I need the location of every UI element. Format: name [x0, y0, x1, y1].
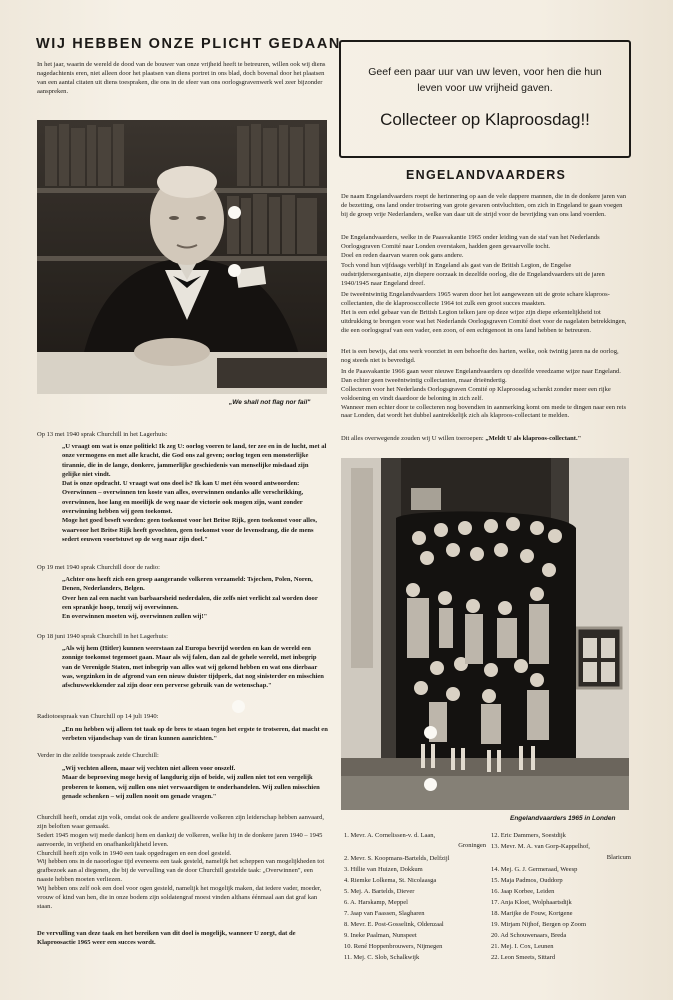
intro-paragraph: In het jaar, waarin de wereld de dood van de bouwer van onze vrijheid heeft te betreuren, willen ook wij diens nagedachtenis eren, niet alleen door het plaatsen van diens portret in ons blad, doch bovenal door het plaatsen van een aantal citaten uit diens toespraken, die ons in de sfeer van ons oorlogsgravenwerk wel zeer bijzonder aanspreken. — [37, 61, 326, 95]
para-7-text: Dit alles overwegende zouden wij U willen toeroepen: — [341, 435, 484, 442]
list-item: 21. Mej. I. Cox, Leunen — [491, 943, 554, 950]
section-intro-13-mei: Op 13 mei 1940 sprak Churchill in het Lagerhuis: — [37, 431, 168, 438]
list-item: 2. Mevr. S. Koopmans-Bartelds, Delfzijl — [344, 855, 450, 862]
engelandvaarders-para-3: Toch vond hun vijfdaags verblijf in Engeland als gast van de British Legion, de Engelse oudstrijdersorganisatie, zijn diepere oorzaak in dezelfde oorlog, die de Engelandvaarders uit de jaren 1940/1945 naar Engeland dreef. — [341, 262, 605, 287]
names-list-right — [491, 832, 631, 961]
list-item: 22. Leon Smeets, Sittard — [491, 954, 556, 961]
ad-line-2: leven voor uw vrijheid gaven. — [417, 82, 553, 95]
section-heading: ENGELANDVAARDERS — [406, 168, 567, 182]
engelandvaarders-para-6: In de Paasvakantie 1966 gaan weer nieuwe Engelandvaarders op dezelfde vreedzame wijze naar Engeland. Dan echter geen tweeëntwintig collectanten, maar drieëndertig. Collecteren voor het Nederlands Oorlogsgraven Comité op Klaproosdag schenkt zonder meer een rijke voldoening en vindt daardoor de beloning in zich zelf. Wanneer men echter door te collecteren nog bovendien in aanmerking komt om mede te dingen naar een reis naar Londen, dat wordt het dubbel aantrekkelijk zich als klaproos-collectant te melden. — [341, 368, 627, 420]
section-intro-14-juli: Radiotoespraak van Churchill op 14 juli 1940: — [37, 713, 159, 720]
list-item: 9. Ineke Paalman, Nunspeet — [344, 932, 417, 939]
ad-line-1: Geef een paar uur van uw leven, voor hen die hun — [368, 66, 602, 78]
list-item: 1. Mevr. A. Cornelissen-v. d. Laan, — [344, 832, 436, 839]
punch-hole — [424, 778, 437, 791]
section-intro-verder: Verder in die zelfde toespraak zeide Churchill: — [37, 752, 159, 759]
list-item: 13. Mevr. M. A. van Gorp-Kappelhof, — [491, 843, 590, 850]
list-item: 6. A. Harskamp, Meppel — [344, 899, 408, 906]
list-item: 14. Mej. G. J. Germeraad, Weesp — [491, 866, 578, 873]
engelandvaarders-para-2: De Engelandvaarders, welke in de Paasvakantie 1965 onder leiding van de staf van het Nederlands Oorlogsgraven Comité naar Londen overstaken, hadden geen gevaarvolle tocht. Doel en reden daarvan waren ook gans andere. — [341, 234, 600, 259]
portrait-caption: „We shall not flag nor fail" — [229, 399, 311, 406]
list-item: 10. René Hoppenbrouwers, Nijmegen — [344, 943, 443, 950]
page-title: WIJ HEBBEN ONZE PLICHT GEDAAN — [36, 36, 341, 52]
klaproosdag-ad-box — [339, 40, 631, 158]
list-item: 17. Anja Kloet, Wolphaartsdijk — [491, 899, 572, 906]
section-intro-18-juni: Op 18 juni 1940 sprak Churchill in het Lagerhuis: — [37, 633, 168, 640]
portrait-illustration — [37, 120, 327, 394]
list-item: Groningen — [458, 842, 486, 849]
engelandvaarders-para-4: De tweeëntwintig Engelandvaarders 1965 waren door het lot aangewezen uit de grote schare klaproos-collectanten, die de klaproosccollecte 1964 tot zulk een groot succes maakten. Het is een edel gebaar van de British Legion telken jare op deze wijze zijn diepe erkentelijkheid tot uitdrukking te brengen voor wat het Nederlands Oorlogsgraven Comité doet voor de nagelaten betrekkingen, die een oorlogsgraf van een vader, een zoon, of een echtgenoot in ons land hebben te betreuren. — [341, 291, 627, 334]
list-item: 3. Hillie van Huizen, Dokkum — [344, 866, 423, 873]
para-7-bold: „Meldt U als klaproos-collectant." — [485, 435, 582, 442]
list-item: 16. Jaap Korbee, Leiden — [491, 888, 555, 895]
list-item: 19. Mirjam Nijhof, Bergen op Zoom — [491, 921, 587, 928]
engelandvaarders-para-7 — [341, 435, 629, 444]
punch-hole — [228, 206, 241, 219]
engelandvaarders-para-5: Het is een bewijs, dat ons werk voorziet in een behoefte des harten, welke, ook twintig jaren na de oorlog, nog steeds niet is bevredigd. — [341, 348, 619, 364]
names-list-left — [344, 832, 486, 961]
quote-14-juli: „En nu hebben wij alleen tot taak op de bres te staan tegen het ergste te trotseren, dat macht en verbeten vijandschap van de tiran kunnen aanrichten." — [62, 726, 328, 743]
quote-13-mei: „U vraagt om wat is onze politiek! Ik zeg U: oorlog voeren te land, ter zee en in de lucht, met al onze vermogens en met alle kracht, die God ons zal geven; oorlog tegen een monsterlijke tirannie, die in de lange, donkere, jammerlijke geschiedenis van menselijke misdaad zijn gelijke niet vindt. Dat is onze opdracht. U vraagt wat ons doel is? Ik kan U met één woord antwoorden: Overwinnen – overwinnen ten koste van alles, overwinnen ondanks alle verschrikking, overwinnen, hoe lang en moeilijk de weg naar de victorie ook mogen zijn, want zonder overwinning hebben wij geen toekomst. Moge het goed beseft worden: geen toekomst voor het Britse Rijk, geen toekomst voor alles, waarvoor het Britse Rijk heeft gevochten, geen toekomst voor de levensdrang, die de mens sedert eeuwen voortstuwt op de weg naar zijn doel." — [62, 443, 327, 543]
group-photo-caption: Engelandvaarders 1965 in Londen — [510, 815, 616, 822]
punch-hole — [424, 726, 437, 739]
ad-call-to-action: Collecteer op Klaproosdag!! — [380, 109, 590, 129]
churchill-portrait — [37, 120, 327, 394]
list-item: 4. Riemke Lolkema, St. Nicolaasga — [344, 877, 437, 884]
section-intro-19-mei: Op 19 mei 1940 sprak Churchill door de radio: — [37, 564, 160, 571]
closing-call: De vervulling van deze taak en het bereiken van dit doel is mogelijk, wanneer U zorgt, dat de Klaproosactie 1965 weer een succes wordt. — [37, 930, 296, 946]
engelandvaarders-para-1: De naam Engelandvaarders roept de herinnering op aan de vele dappere mannen, die in de donkere jaren van de bezetting, ons land onder trotsering van grote gevaren ontvluchtten, om zich in Engeland te gaan voegen bij de groep vrije Nederlanders, welke van daar uit de strijd voor de bevrijding van ons land voerden. — [341, 193, 627, 218]
quote-verder: „Wij vechten alleen, maar wij vechten niet alleen voor onszelf. Maar de beproeving moge hevig of langdurig zijn of beide, wij zullen niet tot een vergelijk proberen te komen, wij zullen ons niet verwaardigen te onderhandelen. Wij zullen misschien genade schenken – wij zullen nooit om genade vragen." — [62, 765, 320, 800]
punch-hole — [232, 700, 245, 713]
punch-hole — [228, 264, 241, 277]
list-item: 18. Marijke de Fouw, Kortgene — [491, 910, 573, 917]
list-item: Blaricum — [606, 854, 631, 861]
list-item: 11. Mej. C. Slob, Schalkwijk — [344, 954, 420, 961]
list-item: 15. Maja Padmos, Ouddorp — [491, 877, 563, 884]
list-item: 12. Eric Dammers, Soestdijk — [491, 832, 566, 839]
list-item: 20. Ad Schouwenaars, Breda — [491, 932, 567, 939]
list-item: 8. Mevr. E. Post-Gosselink, Oldenzaal — [344, 921, 444, 928]
list-item: 7. Jaap van Faassen, Slagharen — [344, 910, 425, 917]
group-photo — [341, 458, 629, 810]
ad-slogan — [341, 64, 629, 97]
list-item: 5. Mej. A. Bartelds, Diever — [344, 888, 415, 895]
group-illustration — [341, 458, 629, 810]
closing-paragraph: Churchill heeft, omdat zijn volk, omdat ook de andere geallieerde volkeren zijn leiderschap hebben aanvaard, zijn beloften waar gemaakt. Sedert 1945 mogen wij mede dankzij hem en dankzij de volkeren, welke hij in de donkere jaren 1940 – 1945 aanvoerde, in vrijheid en onafhankelijkheid leven. Churchill heeft zijn volk in 1940 een taak opgedragen en een doel gesteld. Wij hebben ons in de naoorlogse tijd eveneens een taak gesteld, namelijk het scheppen van mogelijkheden tot grafbezoek aan al diegenen, die bij de vervulling van de door Churchill gestelde taak: „Overwinnen", een naaste hebben moeten verliezen. Wij hebben ons zelf ook een doel voor ogen gesteld, namelijk het mogelijk maken, dat iedere vader, moeder, vrouw of kind van hen, die in onze bodem zijn soldatengraf moest vinden althans éénmaal aan dat graf kan staan. — [37, 814, 325, 910]
quote-19-mei: „Achter ons heeft zich een groep aangerande volkeren verzameld: Tsjechen, Polen, Noren, Denen, Nederlanders, Belgen. Over hen zal een nacht van barbaarsheid nederdalen, die zelfs niet verlicht zal worden door een sprankje hoop, tenzij wij overwinnen. En overwinnen moeten wij, overwinnen zullen wij!" — [62, 576, 318, 621]
quote-18-juni: „Als wij hem (Hitler) kunnen weerstaan zal Europa bevrijd worden en kan de wereld een zonnige toekomst tegemoet gaan. Maar als wij falen, dan zal de gehele wereld, met inbegrip van de Verenigde Staten, met inbegrip van alles wat wij gekend hebben en wat ons dierbaar was, wegzinken in de afgrond van een nieuw duister tijdperk, dat nog sinisterder en misschien afschuwwekkender zal zijn door een perverse gebruik van de wetenschap." — [62, 645, 324, 690]
